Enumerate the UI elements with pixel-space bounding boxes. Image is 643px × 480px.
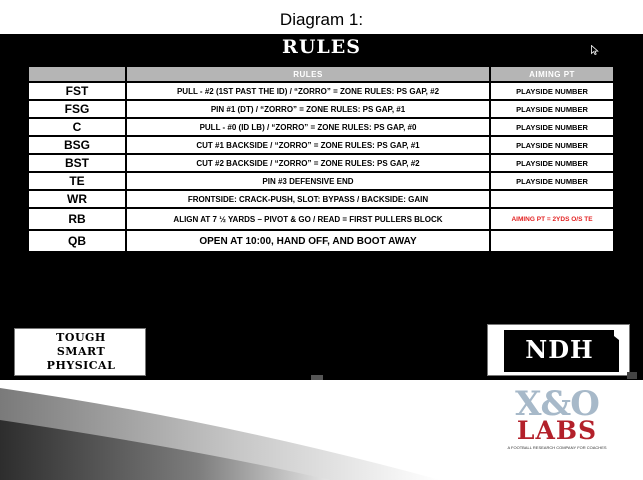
position-cell: FSG <box>29 101 125 117</box>
rule-cell: CUT #1 BACKSIDE / “ZORRO” = ZONE RULES: PS GAP, #1 <box>127 137 489 153</box>
logo-top: X&O <box>515 384 599 424</box>
logo-tagline: A FOOTBALL RESEARCH COMPANY FOR COACHES <box>507 445 607 450</box>
rule-cell: PIN #3 DEFENSIVE END <box>127 173 489 189</box>
rule-cell: OPEN AT 10:00, HAND OFF, AND BOOT AWAY <box>127 231 489 251</box>
rule-cell: PULL - #0 (ID LB) / “ZORRO” = ZONE RULES: PS GAP, #0 <box>127 119 489 135</box>
rule-cell: PULL - #2 (1ST PAST THE ID) / “ZORRO” = ZONE RULES: PS GAP, #2 <box>127 83 489 99</box>
aim-cell: PLAYSIDE NUMBER <box>491 101 613 117</box>
table-row <box>29 231 613 251</box>
table-row <box>29 155 613 171</box>
table-row <box>29 83 613 99</box>
position-cell: RB <box>29 209 125 229</box>
aim-cell: PLAYSIDE NUMBER <box>491 137 613 153</box>
position-cell: C <box>29 119 125 135</box>
position-cell: QB <box>29 231 125 251</box>
badge-line: PHYSICAL <box>46 359 116 372</box>
aim-cell <box>491 231 613 251</box>
position-cell: BSG <box>29 137 125 153</box>
position-cell: BST <box>29 155 125 171</box>
aim-cell: AIMING PT = 2YDS O/S TE <box>491 209 613 229</box>
scroll-indicator-right <box>627 372 637 379</box>
header-rules: RULES <box>127 67 489 81</box>
table-row <box>29 191 613 207</box>
aim-cell: PLAYSIDE NUMBER <box>491 83 613 99</box>
aim-cell: PLAYSIDE NUMBER <box>491 119 613 135</box>
table-row <box>29 119 613 135</box>
tough-smart-physical-badge <box>14 328 146 376</box>
ndh-text: NDH <box>525 335 594 364</box>
aim-cell: PLAYSIDE NUMBER <box>491 173 613 189</box>
rule-cell: ALIGN AT 7 ½ YARDS – PIVOT & GO / READ = FIRST PULLERS BLOCK <box>127 209 489 229</box>
rule-cell: CUT #2 BACKSIDE / “ZORRO” = ZONE RULES: PS GAP, #2 <box>127 155 489 171</box>
ndh-badge <box>487 324 630 376</box>
header-aiming-pt: AIMING PT <box>491 67 613 81</box>
table-row <box>29 173 613 189</box>
table-row <box>29 137 613 153</box>
rules-table <box>27 65 615 253</box>
badge-line: TOUGH <box>56 331 106 344</box>
position-cell: WR <box>29 191 125 207</box>
table-header-row <box>29 67 613 81</box>
diagram-caption: Diagram 1: <box>279 10 364 29</box>
aim-cell: PLAYSIDE NUMBER <box>491 155 613 171</box>
xo-labs-logo <box>498 386 616 456</box>
logo-bottom: LABS <box>516 416 598 445</box>
table-row <box>29 209 613 229</box>
rule-cell: PIN #1 (DT) / “ZORRO” = ZONE RULES: PS GAP, #1 <box>127 101 489 117</box>
rule-cell: FRONTSIDE: CRACK-PUSH, SLOT: BYPASS / BACKSIDE: GAIN <box>127 191 489 207</box>
mouse-cursor-icon <box>591 45 599 55</box>
badge-line: SMART <box>56 345 106 358</box>
slide-title: RULES <box>282 36 361 58</box>
decorative-swoosh <box>0 380 500 480</box>
slide-image <box>0 34 643 380</box>
position-cell: FST <box>29 83 125 99</box>
aim-cell <box>491 191 613 207</box>
position-cell: TE <box>29 173 125 189</box>
header-position <box>29 67 125 81</box>
table-row <box>29 101 613 117</box>
